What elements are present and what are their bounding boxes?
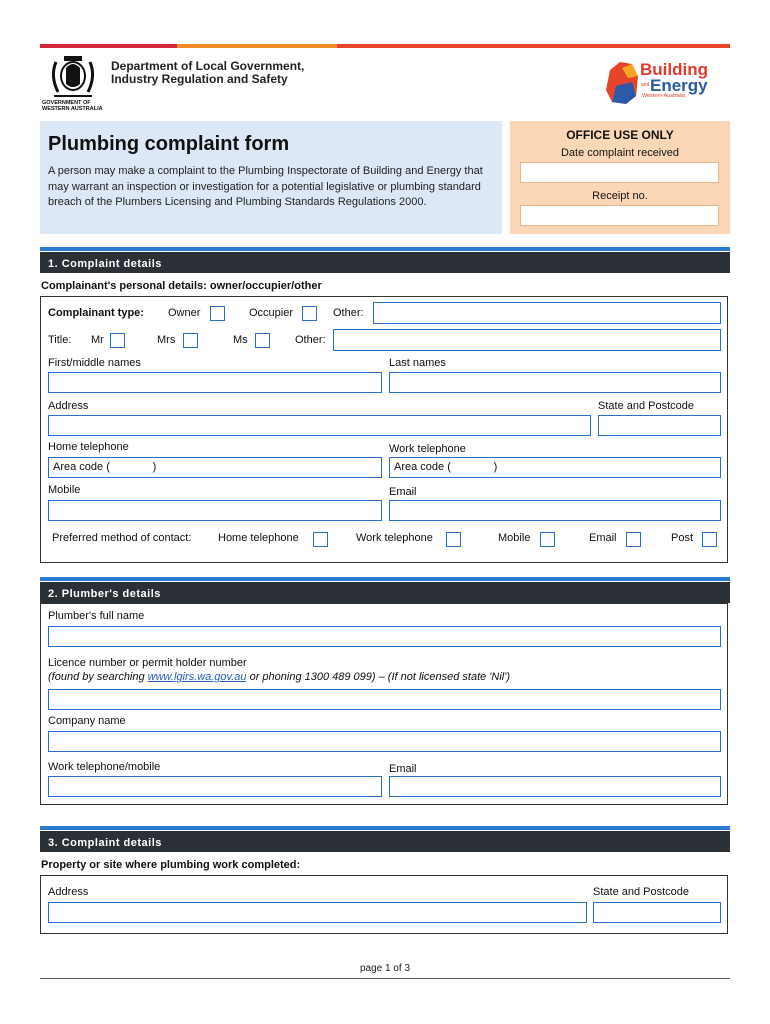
page-title: Plumbing complaint form	[48, 133, 290, 155]
ms-checkbox[interactable]	[255, 333, 270, 348]
state-postcode-label: State and Postcode	[598, 400, 695, 412]
complainant-other-input[interactable]	[373, 302, 721, 324]
logo-and-text: and	[641, 82, 650, 88]
mrs-checkbox[interactable]	[183, 333, 198, 348]
section-2-accent-line	[40, 577, 730, 581]
licence-label: Licence number or permit holder number	[48, 657, 247, 669]
top-color-bar	[40, 44, 730, 48]
section-1-accent-line	[40, 247, 730, 251]
licence-note-post: or phoning 1300 489 099) – (If not licensed state 'Nil')	[246, 671, 510, 683]
department-name	[111, 60, 304, 86]
company-name-input[interactable]	[48, 731, 721, 752]
plumber-name-input[interactable]	[48, 626, 721, 647]
home-telephone-input[interactable]	[48, 457, 382, 478]
occupier-checkbox[interactable]	[302, 306, 317, 321]
section-3-subtitle: Property or site where plumbing work completed:	[41, 859, 301, 871]
email-label: Email	[389, 486, 417, 498]
last-names-input[interactable]	[389, 372, 721, 393]
receipt-label: Receipt no.	[592, 190, 648, 202]
government-label	[42, 100, 103, 112]
pref-work-label: Work telephone	[356, 532, 433, 544]
licence-note-pre: (found by searching	[48, 671, 148, 683]
title-other-input[interactable]	[333, 329, 721, 351]
pref-email-checkbox[interactable]	[626, 532, 641, 547]
pref-work-checkbox[interactable]	[446, 532, 461, 547]
title-label: Title:	[48, 334, 72, 346]
first-names-input[interactable]	[48, 372, 382, 393]
section-1-title: 1. Complaint details	[48, 258, 162, 270]
logo-energy-text: Energy	[650, 76, 708, 95]
intro-text: A person may make a complaint to the Plumbing Inspectorate of Building and Energy that may warrant an inspection or investigation for a potential legislative or plumbing standard breach of the Plumbers Licensing and Plumbing Standards Regulations 2000.	[48, 165, 483, 208]
pref-email-label: Email	[589, 532, 617, 544]
address-input[interactable]	[48, 415, 591, 436]
plumber-email-input[interactable]	[389, 776, 721, 797]
wa-crest-icon	[46, 54, 100, 100]
pref-mobile-label: Mobile	[498, 532, 531, 544]
section-1-subtitle: Complainant's personal details: owner/occupier/other	[41, 280, 322, 292]
company-name-label: Company name	[48, 715, 126, 727]
pref-home-label: Home telephone	[218, 532, 299, 544]
email-input[interactable]	[389, 500, 721, 521]
plumber-name-label: Plumber's full name	[48, 610, 145, 622]
home-telephone-label: Home telephone	[48, 441, 129, 453]
site-address-input[interactable]	[48, 902, 587, 923]
section-2-title: 2. Plumber's details	[48, 588, 161, 600]
mobile-input[interactable]	[48, 500, 382, 521]
logo-subtitle: Western Australia	[642, 93, 686, 99]
receipt-field[interactable]	[520, 205, 719, 226]
lgirs-link[interactable]: www.lgirs.wa.gov.au	[147, 671, 247, 683]
pref-home-checkbox[interactable]	[313, 532, 328, 547]
government-line-1: GOVERNMENT OF	[42, 100, 91, 106]
date-received-field[interactable]	[520, 162, 719, 183]
color-bar-red	[40, 44, 177, 48]
department-line-1: Department of Local Government,	[111, 59, 305, 73]
first-names-label: First/middle names	[48, 357, 141, 369]
department-line-2: Industry Regulation and Safety	[111, 72, 288, 86]
title-other-label: Other:	[295, 334, 326, 346]
date-received-label: Date complaint received	[560, 147, 679, 159]
state-postcode-input[interactable]	[598, 415, 721, 436]
mr-checkbox[interactable]	[110, 333, 125, 348]
preferred-contact-label: Preferred method of contact:	[52, 532, 192, 544]
plumber-email-label: Email	[389, 763, 417, 775]
color-bar-red-orange	[337, 44, 730, 48]
plumber-work-tel-label: Work telephone/mobile	[48, 761, 161, 773]
site-state-postcode-input[interactable]	[593, 902, 721, 923]
owner-label: Owner	[168, 307, 201, 319]
pref-post-checkbox[interactable]	[702, 532, 717, 547]
ms-label: Ms	[233, 334, 248, 346]
mrs-label: Mrs	[157, 334, 176, 346]
mobile-label: Mobile	[48, 484, 81, 496]
complainant-type-label: Complainant type:	[48, 307, 144, 319]
licence-number-input[interactable]	[48, 689, 721, 710]
complainant-other-label: Other:	[333, 307, 364, 319]
page-number: page 1 of 3	[359, 963, 411, 974]
color-bar-orange	[177, 44, 337, 48]
work-area-code-text: Area code ( )	[394, 461, 498, 473]
site-state-postcode-label: State and Postcode	[593, 886, 690, 898]
office-use-title: OFFICE USE ONLY	[566, 128, 674, 142]
work-telephone-input[interactable]	[389, 457, 721, 478]
last-names-label: Last names	[389, 357, 446, 369]
logo-building-text: Building	[640, 60, 708, 79]
section-3-accent-line	[40, 826, 730, 830]
pref-mobile-checkbox[interactable]	[540, 532, 555, 547]
work-telephone-label: Work telephone	[389, 443, 466, 455]
address-label: Address	[48, 400, 89, 412]
footer-divider	[40, 978, 730, 979]
plumber-work-tel-input[interactable]	[48, 776, 382, 797]
licence-note	[48, 671, 510, 683]
pref-post-label: Post	[671, 532, 694, 544]
section-3-title: 3. Complaint details	[48, 837, 162, 849]
mr-label: Mr	[91, 334, 104, 346]
government-line-2: WESTERN AUSTRALIA	[42, 106, 103, 112]
site-address-label: Address	[48, 886, 89, 898]
home-area-code-text: Area code ( )	[53, 461, 157, 473]
occupier-label: Occupier	[249, 307, 294, 319]
owner-checkbox[interactable]	[210, 306, 225, 321]
